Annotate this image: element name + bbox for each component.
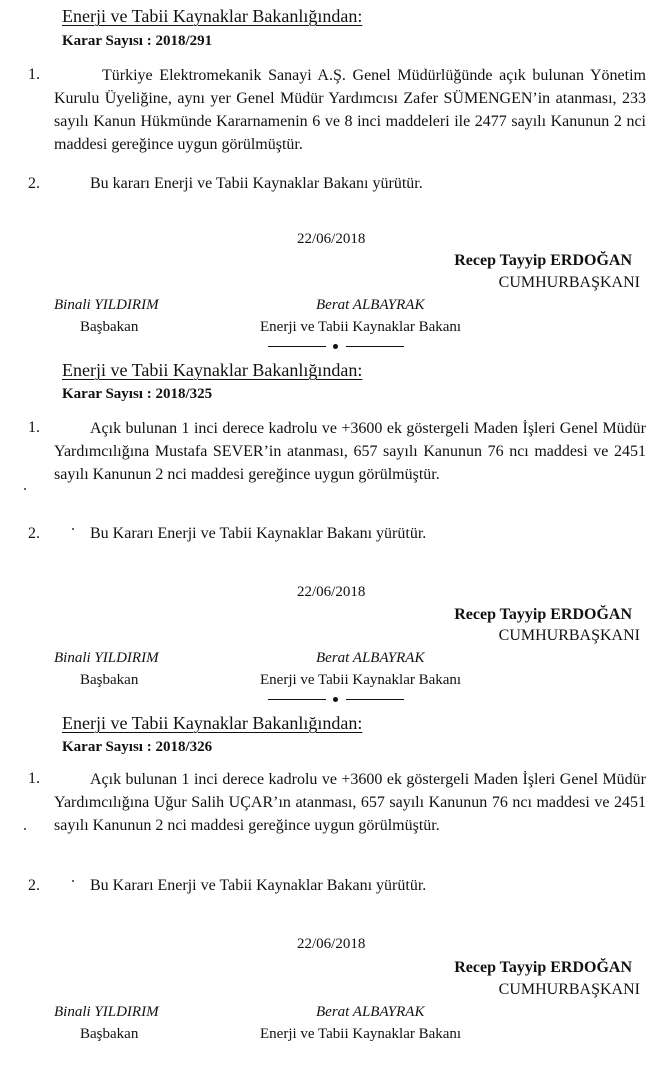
- item-2-number: 2.: [28, 525, 40, 542]
- decision-number: Karar Sayısı : 2018/291: [62, 33, 213, 49]
- president-name: Recep Tayyip ERDOĞAN: [454, 606, 632, 623]
- minister-name: Berat ALBAYRAK: [316, 1004, 425, 1020]
- prime-minister-title: Başbakan: [80, 1026, 139, 1042]
- separator-line-left: [268, 699, 326, 700]
- ministry-heading: Enerji ve Tabii Kaynaklar Bakanlığından:: [62, 713, 363, 733]
- president-title: CUMHURBAŞKANI: [498, 627, 640, 644]
- decision-number: Karar Sayısı : 2018/325: [62, 386, 213, 402]
- scan-speck: [72, 880, 74, 882]
- minister-title: Enerji ve Tabii Kaynaklar Bakanı: [260, 319, 462, 335]
- item-1-text: Açık bulunan 1 inci derece kadrolu ve +3600 ek göstergeli Maden İşleri Genel Müdür Yardımcılığına Mustafa SEVER’in atanması, 657 sayılı Kanunun 76 ncı maddesi ve 2451 sayılı Kanunun 2 nci maddesi gereğince uygun görülmüştür.: [54, 420, 646, 483]
- president-title: CUMHURBAŞKANI: [498, 274, 640, 291]
- item-1-text: Açık bulunan 1 inci derece kadrolu ve +3600 ek göstergeli Maden İşleri Genel Müdür Yardımcılığına Uğur Salih UÇAR’ın atanması, 657 sayılı Kanunun 76 ncı maddesi ve 2451 sayılı Kanunun 2 nci maddesi gereğince uygun görülmüştür.: [54, 771, 646, 834]
- prime-minister-name: Binali YILDIRIM: [54, 297, 159, 313]
- ministry-heading: Enerji ve Tabii Kaynaklar Bakanlığından:: [62, 360, 363, 380]
- section-separator: [268, 696, 404, 704]
- item-1-number: 1.: [28, 770, 40, 787]
- item-1-number: 1.: [28, 66, 40, 83]
- item-2-number: 2.: [28, 175, 40, 192]
- minister-name: Berat ALBAYRAK: [316, 297, 425, 313]
- decree-date: 22/06/2018: [297, 231, 366, 247]
- scan-speck: [24, 828, 26, 830]
- ministry-heading: Enerji ve Tabii Kaynaklar Bakanlığından:: [62, 6, 363, 26]
- separator-line-left: [268, 346, 326, 347]
- president-name: Recep Tayyip ERDOĞAN: [454, 252, 632, 269]
- item-1-number: 1.: [28, 419, 40, 436]
- scan-speck: [72, 528, 74, 530]
- scan-speck: [24, 488, 26, 490]
- separator-line-right: [346, 346, 404, 347]
- item-2-number: 2.: [28, 877, 40, 894]
- decree-date: 22/06/2018: [297, 584, 366, 600]
- prime-minister-title: Başbakan: [80, 672, 139, 688]
- separator-dot: [333, 697, 338, 702]
- item-2-text: Bu Kararı Enerji ve Tabii Kaynaklar Bakanı yürütür.: [90, 877, 427, 894]
- prime-minister-title: Başbakan: [80, 319, 139, 335]
- minister-title: Enerji ve Tabii Kaynaklar Bakanı: [260, 672, 462, 688]
- item-2-text: Bu kararı Enerji ve Tabii Kaynaklar Bakanı yürütür.: [90, 175, 423, 192]
- president-name: Recep Tayyip ERDOĞAN: [454, 959, 632, 976]
- separator-dot: [333, 344, 338, 349]
- section-separator: [268, 343, 404, 351]
- prime-minister-name: Binali YILDIRIM: [54, 650, 159, 666]
- item-2-text: Bu Kararı Enerji ve Tabii Kaynaklar Bakanı yürütür.: [90, 525, 427, 542]
- minister-title: Enerji ve Tabii Kaynaklar Bakanı: [260, 1026, 462, 1042]
- minister-name: Berat ALBAYRAK: [316, 650, 425, 666]
- separator-line-right: [346, 699, 404, 700]
- item-1-text: Türkiye Elektromekanik Sanayi A.Ş. Genel Müdürlüğünde açık bulunan Yönetim Kurulu Üyeliğine, aynı yer Genel Müdür Yardımcısı Zafer SÜMENGEN’in atanması, 233 sayılı Kanun Hükmünde Kararnamenin 6 ve 8 inci maddeleri ile 2477 sayılı Kanunun 2 nci maddesi gereğince uygun görülmüştür.: [54, 67, 646, 153]
- president-title: CUMHURBAŞKANI: [498, 981, 640, 998]
- prime-minister-name: Binali YILDIRIM: [54, 1004, 159, 1020]
- decree-date: 22/06/2018: [297, 936, 366, 952]
- decision-number: Karar Sayısı : 2018/326: [62, 739, 213, 755]
